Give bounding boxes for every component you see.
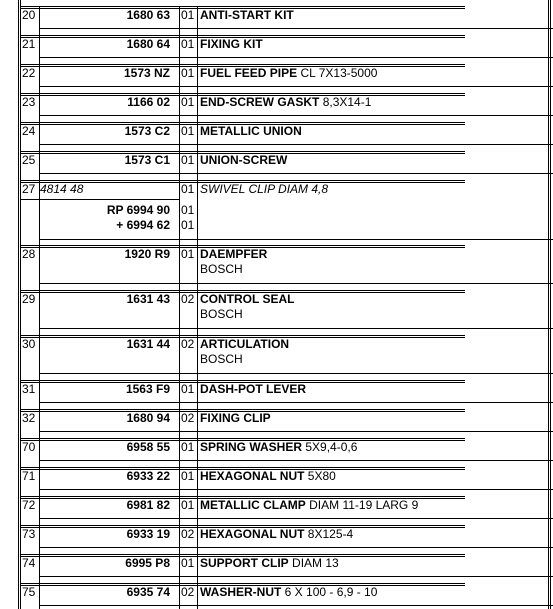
part-name: CONTROL SEAL	[200, 292, 295, 306]
row-number: 28	[22, 247, 36, 261]
quantity: 01	[181, 247, 195, 261]
part-spec: 5X80	[307, 469, 336, 483]
table-row[interactable]	[0, 525, 553, 554]
part-reference: 1573 C1	[124, 153, 170, 167]
replacement-quantity: 01	[181, 218, 195, 232]
manufacturer: BOSCH	[200, 262, 243, 276]
part-name: WASHER-NUT	[200, 585, 282, 599]
part-spec: 5X9,4-0,6	[305, 440, 358, 454]
part-description	[200, 337, 289, 351]
part-reference: 1573 C2	[124, 124, 170, 138]
table-row[interactable]	[0, 554, 553, 583]
part-name: ARTICULATION	[200, 337, 290, 351]
part-description	[200, 66, 377, 80]
quantity: 02	[181, 337, 195, 351]
part-reference: 1631 44	[126, 337, 170, 351]
table-row[interactable]	[0, 64, 553, 93]
part-reference: 4814 48	[40, 182, 84, 196]
part-description	[200, 527, 353, 541]
part-spec: 8X125-4	[307, 527, 354, 541]
part-reference: 6958 55	[126, 440, 170, 454]
table-row[interactable]	[0, 438, 553, 467]
table-row[interactable]	[0, 6, 553, 35]
part-description	[200, 95, 371, 109]
quantity: 01	[181, 182, 195, 196]
part-spec: DIAM 11-19 LARG 9	[309, 498, 419, 512]
table-row[interactable]	[0, 290, 553, 335]
table-row[interactable]	[0, 409, 553, 438]
part-name: DAEMPFER	[200, 247, 268, 261]
row-number: 31	[22, 382, 36, 396]
part-reference: 1680 94	[126, 411, 170, 425]
part-spec: 6 X 100 - 6,9 - 10	[284, 585, 378, 599]
part-description	[200, 556, 339, 570]
quantity: 01	[181, 440, 195, 454]
table-row[interactable]	[0, 380, 553, 409]
part-name: SPRING WASHER	[200, 440, 303, 454]
row-number: 32	[22, 411, 36, 425]
part-description	[200, 411, 271, 425]
part-reference: 1920 R9	[124, 247, 170, 261]
table-row[interactable]	[0, 335, 553, 380]
row-number: 72	[22, 498, 36, 512]
quantity: 01	[181, 498, 195, 512]
part-name: METALLIC UNION	[200, 124, 302, 138]
row-number: 70	[22, 440, 36, 454]
row-number: 27	[22, 182, 36, 196]
row-number: 73	[22, 527, 36, 541]
quantity: 01	[181, 153, 195, 167]
part-reference: 6935 74	[126, 585, 170, 599]
part-description	[200, 292, 294, 306]
row-number: 29	[22, 292, 36, 306]
quantity: 02	[181, 411, 195, 425]
manufacturer: BOSCH	[200, 307, 243, 321]
row-number: 23	[22, 95, 36, 109]
part-description	[200, 153, 287, 167]
part-description	[200, 440, 357, 454]
table-row[interactable]	[0, 93, 553, 122]
part-name: END-SCREW GASKT	[200, 95, 320, 109]
part-reference: 1680 64	[126, 37, 170, 51]
part-name: HEXAGONAL NUT	[200, 469, 305, 483]
row-number: 30	[22, 337, 36, 351]
part-reference: 1166 02	[127, 95, 170, 109]
part-description	[200, 124, 302, 138]
part-spec: DIAM 13	[292, 556, 339, 570]
part-name: DASH-POT LEVER	[200, 382, 307, 396]
part-reference: 6981 82	[126, 498, 170, 512]
manufacturer: BOSCH	[200, 352, 243, 366]
replacement-quantity: 01	[181, 203, 195, 217]
quantity: 01	[181, 556, 195, 570]
part-name: UNION-SCREW	[200, 153, 288, 167]
table-row[interactable]	[0, 180, 553, 240]
part-description	[200, 382, 306, 396]
table-row[interactable]	[0, 245, 553, 290]
table-row[interactable]	[0, 467, 553, 496]
quantity: 01	[181, 382, 195, 396]
table-row[interactable]	[0, 583, 553, 609]
table-row[interactable]	[0, 151, 553, 180]
part-description	[200, 182, 328, 196]
table-row[interactable]	[0, 496, 553, 525]
part-description	[200, 8, 294, 22]
row-number: 25	[22, 153, 36, 167]
part-reference: 1563 F9	[125, 382, 170, 396]
row-number: 21	[22, 37, 36, 51]
table-row[interactable]	[0, 122, 553, 151]
row-number: 75	[22, 585, 36, 599]
row-number: 74	[22, 556, 36, 570]
part-reference: 1680 63	[126, 8, 170, 22]
part-name: FIXING KIT	[200, 37, 263, 51]
replacement-reference: RP 6994 90	[106, 203, 170, 217]
part-name: FUEL FEED PIPE	[200, 66, 298, 80]
quantity: 01	[181, 95, 195, 109]
row-number: 71	[22, 469, 36, 483]
quantity: 01	[181, 37, 195, 51]
part-description	[200, 585, 377, 599]
quantity: 01	[181, 8, 195, 22]
quantity: 01	[181, 469, 195, 483]
part-name: ANTI-START KIT	[200, 8, 294, 22]
replacement-reference: + 6994 62	[116, 218, 170, 232]
row-number: 22	[22, 66, 36, 80]
part-name: FIXING CLIP	[200, 411, 271, 425]
part-description	[200, 247, 267, 261]
row-number: 20	[22, 8, 36, 22]
row-number: 24	[22, 124, 36, 138]
part-reference: 6933 22	[126, 469, 170, 483]
quantity: 02	[181, 292, 195, 306]
part-name: SWIVEL CLIP DIAM 4,8	[200, 182, 329, 196]
quantity: 01	[181, 124, 195, 138]
table-row[interactable]	[0, 35, 553, 64]
part-name: HEXAGONAL NUT	[200, 527, 305, 541]
part-description	[200, 37, 263, 51]
quantity: 02	[181, 527, 195, 541]
part-reference: 6995 P8	[125, 556, 170, 570]
part-spec: CL 7X13-5000	[300, 66, 378, 80]
part-description	[200, 498, 418, 512]
part-reference: 1573 NZ	[123, 66, 170, 80]
quantity: 01	[181, 66, 195, 80]
part-name: METALLIC CLAMP	[200, 498, 306, 512]
part-reference: 6933 19	[126, 527, 170, 541]
quantity: 02	[181, 585, 195, 599]
part-name: SUPPORT CLIP	[200, 556, 289, 570]
part-description	[200, 469, 336, 483]
part-reference: 1631 43	[126, 292, 170, 306]
part-spec: 8,3X14-1	[322, 95, 372, 109]
